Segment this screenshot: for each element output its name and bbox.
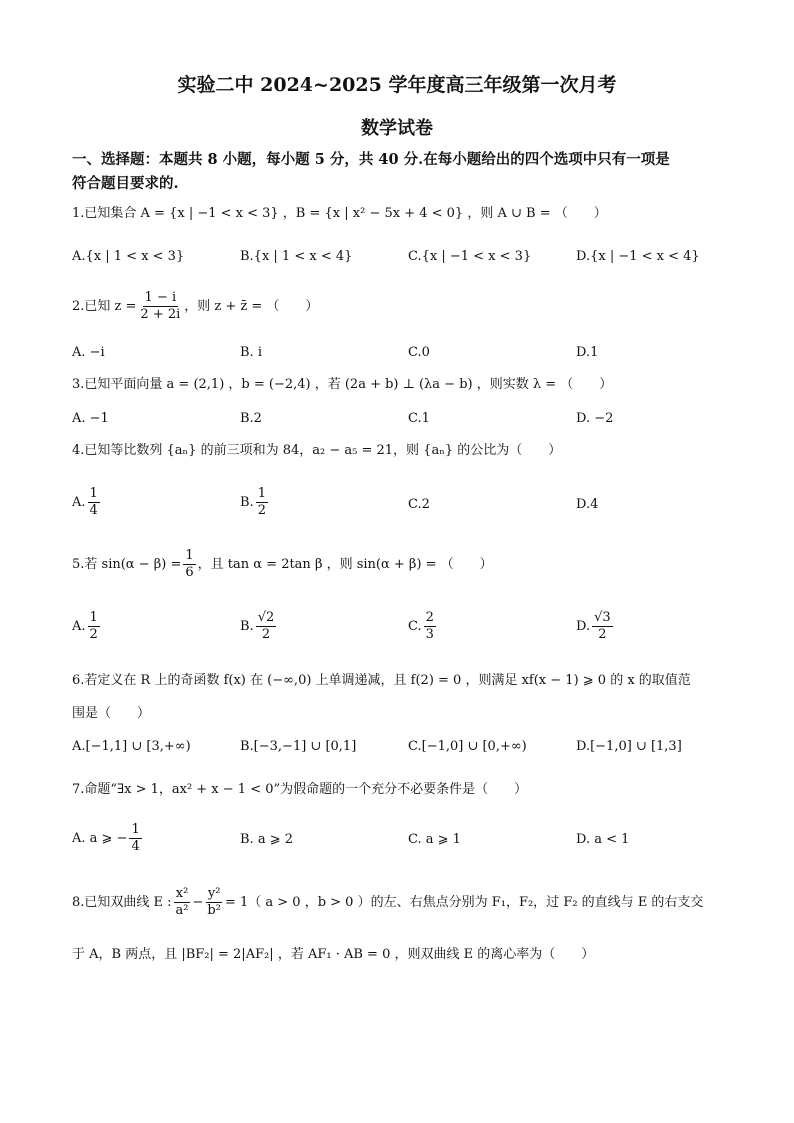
fraction-denominator: 2 — [261, 627, 271, 642]
fraction-denominator: b² — [207, 903, 221, 918]
question-1-option-b: B.{x | 1 < x < 4} — [240, 249, 353, 264]
question-8-stem-pre: 8.已知双曲线 E : — [72, 894, 172, 910]
question-6-option-b: B.[−3,−1] ∪ [0,1] — [240, 739, 357, 754]
fraction-numerator: 1 — [185, 548, 194, 563]
question-7-option-c: C. a ⩾ 1 — [408, 832, 461, 847]
fraction-numerator: 2 — [425, 610, 434, 625]
question-4-option-c: C.2 — [408, 497, 430, 512]
question-4-option-a-prefix: A. — [72, 494, 86, 510]
fraction-numerator: 1 — [89, 486, 98, 501]
fraction-numerator: y² — [207, 886, 221, 901]
question-7-option-d: D. a < 1 — [576, 832, 630, 847]
question-5-option-a-fraction — [88, 610, 100, 643]
question-4-option-b-prefix: B. — [240, 494, 254, 510]
question-2-stem-pre: 2.已知 z = — [72, 298, 137, 314]
question-2-stem-post: ，则 z + z̄ = （ ） — [184, 298, 319, 314]
question-5-option-c-prefix: C. — [408, 618, 422, 634]
question-2-fraction — [138, 290, 182, 323]
question-2-fraction-denominator: 2 + 2i — [140, 307, 181, 322]
exam-title: 实验二中 2024~2025 学年度高三年级第一次月考 — [177, 74, 617, 96]
question-7-stem: 7.命题“∃x > 1，ax² + x − 1 < 0”为假命题的一个充分不必要条件是（ ） — [72, 782, 528, 797]
question-2-option-c: C.0 — [408, 345, 430, 360]
section-heading-line2: 符合题目要求的. — [72, 175, 179, 192]
question-4-option-d: D.4 — [576, 497, 599, 512]
question-5-option-b-prefix: B. — [240, 618, 254, 634]
question-3-stem: 3.已知平面向量 a = (2,1) ，b = (−2,4) ，若 (2a + b) ⊥ (λa − b) ，则实数 λ = （ ） — [72, 377, 613, 392]
question-4-option-a-fraction — [88, 486, 100, 519]
fraction-denominator: 3 — [425, 627, 434, 642]
question-4-stem: 4.已知等比数列 {aₙ} 的前三项和为 84，a₂ − a₅ = 21，则 {aₙ} 的公比为（ ） — [72, 443, 562, 458]
question-8-fraction-y — [205, 886, 223, 919]
question-5-option-a — [72, 610, 102, 643]
question-3-option-a: A. −1 — [72, 411, 109, 426]
question-4-option-a — [72, 486, 102, 519]
question-8-stem-line2: 于 A，B 两点，且 |BF₂| = 2|AF₂| ，若 AF₁ · AB = 0 ，则双曲线 E 的离心率为（ ） — [72, 947, 595, 962]
question-5-option-c-fraction — [424, 610, 436, 643]
question-6-option-a: A.[−1,1] ∪ [3,+∞) — [72, 739, 191, 754]
question-6-stem-line1: 6.若定义在 R 上的奇函数 f(x) 在 (−∞,0) 上单调递减，且 f(2) = 0 ，则满足 xf(x − 1) ⩾ 0 的 x 的取值范 — [72, 673, 691, 688]
question-5-option-a-prefix: A. — [72, 618, 86, 634]
question-1-option-c: C.{x | −1 < x < 3} — [408, 249, 532, 264]
question-8-stem-post: = 1（ a > 0 ，b > 0 ）的左、右焦点分别为 F₁，F₂，过 F₂ 的直线与 E 的右支交 — [224, 894, 704, 910]
question-2-option-a: A. −i — [72, 345, 105, 360]
question-8-minus: − — [192, 894, 204, 910]
question-4-option-b-fraction — [256, 486, 268, 519]
fraction-denominator: 4 — [89, 503, 98, 518]
question-2-stem — [72, 290, 318, 323]
question-6-option-c: C.[−1,0] ∪ [0,+∞) — [408, 739, 527, 754]
question-5-stem-post: ，且 tan α = 2tan β ，则 sin(α + β) = （ ） — [197, 556, 493, 572]
question-6-stem-line2: 围是（ ） — [72, 706, 151, 721]
question-3-option-c: C.1 — [408, 411, 430, 426]
question-8-fraction-x — [174, 886, 191, 919]
fraction-denominator: 2 — [89, 627, 98, 642]
question-6-option-d: D.[−1,0] ∪ [1,3] — [576, 739, 682, 754]
question-1-stem: 1.已知集合 A = {x | −1 < x < 3} ，B = {x | x² − 5x + 4 < 0} ，则 A ∪ B = （ ） — [72, 206, 607, 221]
question-3-option-d: D. −2 — [576, 411, 614, 426]
question-5-stem-pre: 5.若 sin(α − β) = — [72, 556, 182, 572]
question-4-option-b — [240, 486, 270, 519]
fraction-numerator: 1 — [257, 486, 266, 501]
fraction-denominator: 2 — [598, 627, 607, 642]
fraction-numerator: x² — [175, 886, 189, 901]
fraction-denominator: 4 — [131, 839, 140, 854]
question-7-option-b: B. a ⩾ 2 — [240, 832, 293, 847]
fraction-numerator: √3 — [594, 610, 611, 625]
section-heading-line1: 一、选择题：本题共 8 小题，每小题 5 分，共 40 分.在每小题给出的四个选项中只有一项是 — [72, 151, 670, 168]
fraction-denominator: 6 — [185, 565, 194, 580]
fraction-denominator: a² — [175, 903, 189, 918]
question-2-fraction-numerator: 1 − i — [144, 290, 177, 305]
question-7-option-a — [72, 822, 144, 855]
question-5-option-d-prefix: D. — [576, 618, 591, 634]
fraction-numerator: √2 — [257, 610, 275, 625]
question-5-option-d-fraction — [592, 610, 613, 643]
fraction-numerator: 1 — [89, 610, 98, 625]
question-5-option-d — [576, 610, 615, 643]
fraction-denominator: 2 — [257, 503, 266, 518]
exam-subtitle: 数学试卷 — [361, 118, 433, 139]
question-5-fraction — [183, 548, 195, 581]
question-7-option-a-fraction — [129, 822, 141, 855]
question-5-option-b — [240, 610, 278, 643]
question-7-option-a-prefix: A. a ⩾ − — [72, 830, 128, 846]
question-1-option-a: A.{x | 1 < x < 3} — [72, 249, 185, 264]
question-1-option-d: D.{x | −1 < x < 4} — [576, 249, 700, 264]
question-5-option-c — [408, 610, 438, 643]
question-5-stem — [72, 548, 493, 581]
question-5-option-b-fraction — [256, 610, 277, 643]
question-2-option-d: D.1 — [576, 345, 599, 360]
question-2-option-b: B. i — [240, 345, 262, 360]
fraction-numerator: 1 — [131, 822, 140, 837]
question-3-option-b: B.2 — [240, 411, 262, 426]
question-8-stem-line1 — [72, 886, 703, 919]
